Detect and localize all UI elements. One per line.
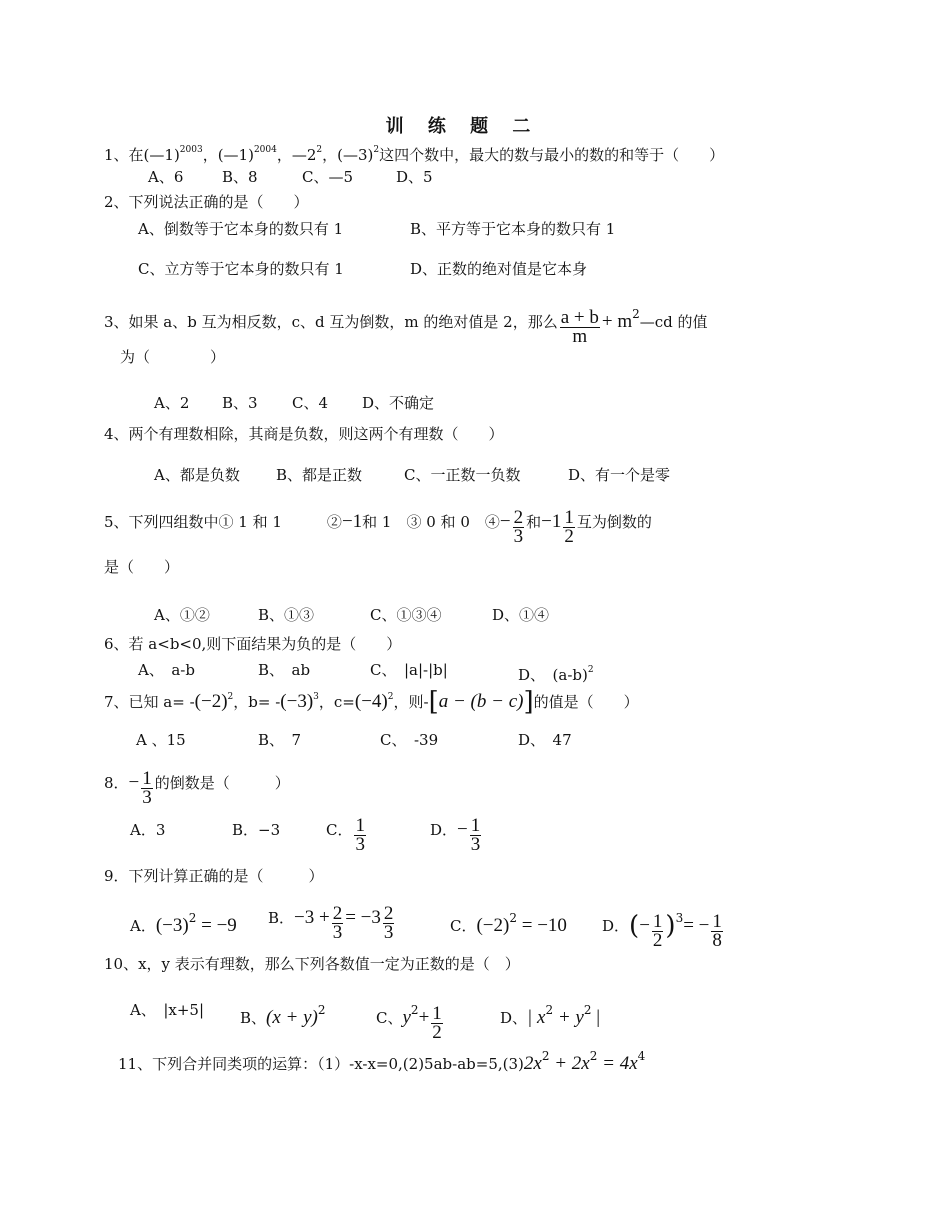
question-8-option-a: A．3 — [130, 821, 166, 839]
question-4-option-c: C、一正数一负数 — [404, 466, 521, 484]
fraction: $\frac{1}{3}$ — [470, 815, 481, 855]
question-2-option-b: B、平方等于它本身的数只有 1 — [410, 220, 616, 238]
fraction: $\frac{1}{8}$ — [712, 911, 722, 951]
question-2-option-d: D、正数的绝对值是它本身 — [410, 260, 588, 278]
question-5-option-c: C、①③④ — [370, 606, 442, 624]
question-9-option-c: C．$(-2)^2 = -10$ — [450, 911, 567, 936]
question-1-option-d: D、5 — [396, 168, 433, 186]
question-3-stem-line2: 为（ ） — [120, 348, 226, 366]
question-9-stem: 9．下列计算正确的是（ ） — [104, 867, 324, 885]
question-6-option-a: A、 a-b — [138, 661, 195, 679]
question-4-option-a: A、都是负数 — [154, 466, 240, 484]
question-3-option-a: A、2 — [154, 394, 190, 412]
question-7-option-b: B、 7 — [258, 731, 302, 749]
question-8-option-c: C． $\frac{1}{3}$ — [326, 815, 365, 855]
question-1-option-a: A、6 — [148, 168, 184, 186]
question-6-stem: 6、若 a<b<0,则下面结果为负的是（ ） — [104, 635, 402, 653]
question-8-stem: 8．− $\frac{1}{3}$ 的倒数是（ ） — [104, 768, 290, 808]
question-10-option-d: D、| $x^2 + y^2$ | — [500, 1003, 601, 1028]
question-1-option-c: C、—5 — [302, 168, 354, 186]
question-1-option-b: B、8 — [222, 168, 258, 186]
question-5-stem-line2: 是（ ） — [104, 558, 180, 576]
question-3-option-c: C、4 — [292, 394, 329, 412]
question-6-option-c: C、 |a|-|b| — [370, 661, 448, 679]
question-1-stem: 1、在(—1)$^{2003}$，(—1)$^{2004}$，$—2^2$，(—3)$^2$这四个数中，最大的数与最小的数的和等于（ ） — [104, 145, 725, 164]
question-7-stem: 7、已知 $a= -(-2)^2$，$b= -(-3)^3$，$c=(-4)^2$，则-[a − (b − c)]的值是（ ） — [104, 687, 639, 717]
question-5-option-b: B、①③ — [258, 606, 315, 624]
fraction: $\frac{2}{3}$ — [383, 903, 394, 943]
fraction: $\frac{1}{3}$ — [142, 768, 152, 808]
fraction: $\frac{1}{2}$ — [564, 507, 574, 547]
question-3-stem: 3、如果 a、b 互为相反数，c、d 互为倒数，m 的绝对值是 2，那么 $\frac{a + b}{m}$ + $m^2—cd$ 的值 — [104, 307, 708, 347]
question-5-stem: 5、下列四组数中① 1 和 1 ②−1和 1 ③ 0 和 0 ④− $\frac{2}{3}$ 和−1 $\frac{1}{2}$ 互为倒数的 — [104, 507, 652, 547]
question-6-option-b: B、 ab — [258, 661, 311, 679]
question-7-option-d: D、 47 — [518, 731, 572, 749]
question-3-option-d: D、不确定 — [362, 394, 435, 412]
fraction: $\frac{2}{3}$ — [513, 507, 524, 547]
question-8-option-d: D．− $\frac{1}{3}$ — [430, 815, 481, 855]
fraction: $\frac{1}{3}$ — [355, 815, 365, 855]
question-11-stem: 11、下列合并同类项的运算：$(1)-x-x=0,(2)5ab-ab=5,(3)2x^2 + 2x^2 = 4x^4$ — [118, 1049, 646, 1074]
question-2-option-a: A、倒数等于它本身的数只有 1 — [138, 220, 344, 238]
question-10-option-b: B、$(x + y)^2$ — [240, 1003, 326, 1028]
question-10-option-a: A、 |x+5| — [130, 1001, 205, 1019]
question-7-option-c: C、 -39 — [380, 731, 439, 749]
question-7-option-a: A 、15 — [136, 731, 186, 749]
question-9-option-d: D．(− $\frac{1}{2}$ )$^3$= − $\frac{1}{8}$ — [602, 911, 722, 951]
question-6-option-d: D、 $(a-b)^2$ — [518, 665, 594, 684]
question-9-option-b: B．−3 + $\frac{2}{3}$ = −3 $\frac{2}{3}$ — [268, 903, 394, 943]
question-4-stem: 4、两个有理数相除，其商是负数，则这两个有理数（ ） — [104, 425, 504, 443]
fraction: $\frac{a + b}{m}$ — [560, 307, 599, 347]
question-3-option-b: B、3 — [222, 394, 258, 412]
question-4-option-d: D、有一个是零 — [568, 466, 671, 484]
question-2-option-c: C、立方等于它本身的数只有 1 — [138, 260, 344, 278]
fraction: $\frac{2}{3}$ — [332, 903, 343, 943]
question-10-stem: 10、x，y 表示有理数，那么下列各数值一定为正数的是（ ） — [104, 955, 520, 973]
question-5-option-d: D、①④ — [492, 606, 550, 624]
question-9-option-a: A．$(-3)^2 = -9$ — [130, 911, 237, 936]
page-title: 训 练 题 二 — [385, 116, 540, 137]
question-5-option-a: A、①② — [154, 606, 210, 624]
fraction: $\frac{1}{2}$ — [652, 911, 663, 951]
question-10-option-c: C、$y^2+$ $\frac{1}{2}$ — [376, 1003, 442, 1043]
fraction: $\frac{1}{2}$ — [432, 1003, 442, 1043]
question-4-option-b: B、都是正数 — [276, 466, 363, 484]
question-2-stem: 2、下列说法正确的是（ ） — [104, 193, 309, 211]
question-8-option-b: B．−3 — [232, 821, 281, 839]
